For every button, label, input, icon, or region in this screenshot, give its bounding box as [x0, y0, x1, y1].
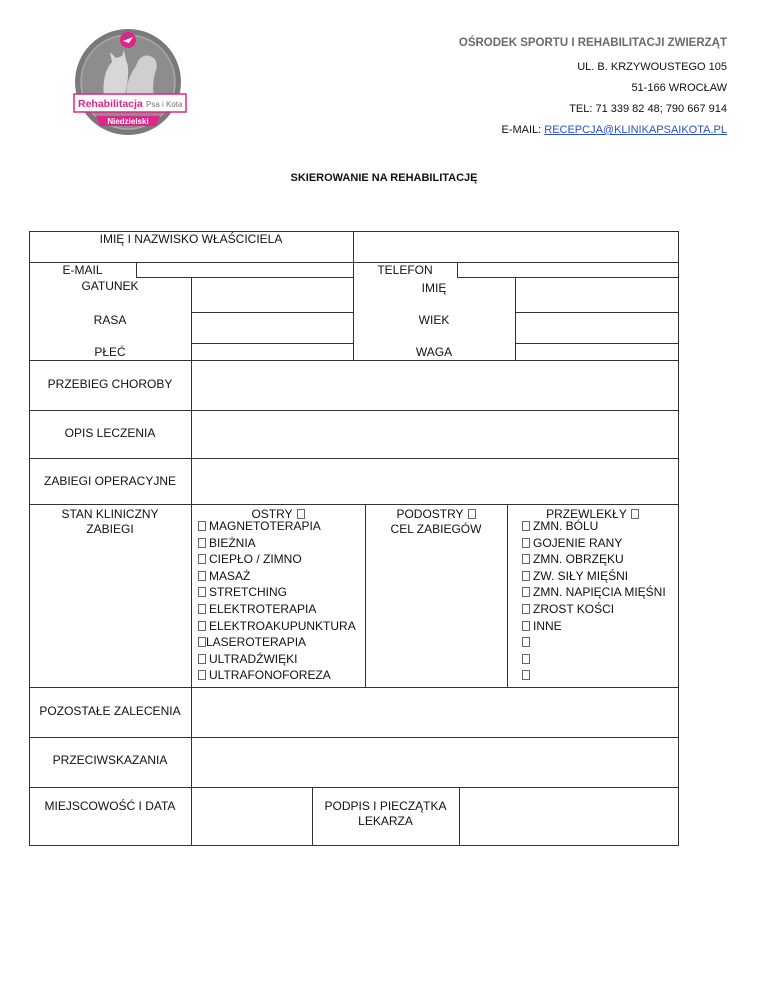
rasa-input[interactable] — [192, 313, 353, 343]
checkbox[interactable] — [522, 621, 530, 631]
plec-input[interactable] — [192, 344, 353, 360]
plec-label: PŁEĆ — [94, 345, 126, 359]
wiek-input[interactable] — [516, 313, 678, 343]
podostry-checkbox[interactable] — [468, 509, 476, 519]
zabiegi-label: ZABIEGI — [86, 522, 134, 536]
checkbox[interactable] — [198, 654, 206, 664]
org-name: OŚRODEK SPORTU I REHABILITACJI ZWIERZĄT — [458, 37, 727, 49]
waga-label: WAGA — [415, 345, 453, 359]
checkbox[interactable] — [198, 538, 206, 548]
cel-label: CEL ZABIEGÓW — [390, 522, 482, 536]
zabiegi-op-label: ZABIEGI OPERACYJNE — [43, 474, 177, 488]
treatment-item[interactable]: MASAŻ — [198, 568, 356, 585]
logo-ribbon-text: Niedzielski — [107, 117, 149, 126]
org-phone: TEL: 71 339 82 48; 790 667 914 — [569, 103, 727, 115]
goal-item[interactable]: GOJENIE RANY — [522, 535, 666, 552]
org-email-line — [501, 123, 727, 137]
goal-item[interactable] — [522, 634, 666, 651]
goal-item[interactable]: ZMN. BÓLU — [522, 518, 666, 535]
podpis-input[interactable] — [460, 788, 678, 845]
rasa-label: RASA — [93, 313, 127, 327]
goals-list — [522, 518, 666, 684]
checkbox[interactable] — [522, 670, 530, 680]
goal-item[interactable] — [522, 651, 666, 668]
gatunek-label: GATUNEK — [81, 279, 139, 293]
checkbox[interactable] — [198, 604, 206, 614]
przewlekly-label: PRZEWLEKŁY — [546, 507, 627, 521]
miejsc-input[interactable] — [192, 788, 312, 845]
email-field-label: E-MAIL — [62, 263, 103, 277]
treatment-item[interactable]: CIEPŁO / ZIMNO — [198, 551, 356, 568]
checkbox[interactable] — [522, 587, 530, 597]
owner-name-field[interactable] — [354, 232, 678, 262]
pozostale-input[interactable] — [192, 688, 678, 737]
imie-label: IMIĘ — [421, 281, 447, 295]
treatment-item[interactable]: ELEKTROTERAPIA — [198, 601, 356, 618]
goal-item[interactable]: ZW. SIŁY MIĘŚNI — [522, 568, 666, 585]
miejsc-label: MIEJSCOWOŚĆ I DATA — [44, 799, 176, 813]
stan-label: STAN KLINICZNY — [61, 507, 159, 521]
wiek-label: WIEK — [418, 313, 450, 327]
checkbox[interactable] — [198, 554, 206, 564]
treatment-item[interactable]: ULTRADŹWIĘKI — [198, 651, 356, 668]
przeciw-input[interactable] — [192, 738, 678, 787]
phone-input[interactable] — [458, 263, 678, 277]
document-title: SKIEROWANIE NA REHABILITACJĘ — [290, 172, 478, 184]
treatment-item[interactable]: LASEROTERAPIA — [198, 634, 356, 651]
email-label: E-MAIL: — [501, 124, 545, 136]
logo-text-small: Psa i Kota — [146, 100, 183, 109]
clinic-logo — [66, 26, 192, 138]
email-input[interactable] — [137, 263, 353, 277]
checkbox[interactable] — [522, 637, 530, 647]
zabiegi-op-input[interactable] — [192, 459, 678, 504]
checkbox[interactable] — [198, 587, 206, 597]
checkbox[interactable] — [198, 571, 206, 581]
przebieg-input[interactable] — [192, 361, 678, 410]
logo-text-main: Rehabilitacja — [78, 98, 143, 110]
waga-input[interactable] — [516, 344, 678, 360]
org-city: 51-166 WROCŁAW — [631, 82, 727, 94]
checkbox[interactable] — [522, 538, 530, 548]
checkbox[interactable] — [198, 637, 206, 647]
owner-label: IMIĘ I NAZWISKO WŁAŚCICIELA — [99, 232, 283, 246]
email-link[interactable]: RECEPCJA@KLINIKAPSAIKOTA.PL — [544, 124, 727, 136]
checkbox[interactable] — [522, 604, 530, 614]
checkbox[interactable] — [198, 621, 206, 631]
goal-item[interactable]: ZMN. NAPIĘCIA MIĘŚNI — [522, 584, 666, 601]
checkbox[interactable] — [522, 571, 530, 581]
imie-input[interactable] — [516, 278, 678, 312]
checkbox[interactable] — [522, 654, 530, 664]
treatment-item[interactable]: BIEŻNIA — [198, 535, 356, 552]
treatment-item[interactable]: ELEKTROAKUPUNKTURA — [198, 618, 356, 635]
przeciw-label: PRZECIWSKAZANIA — [52, 753, 168, 767]
treatment-item[interactable]: ULTRAFONOFOREZA — [198, 667, 356, 684]
goal-item[interactable]: ZROST KOŚCI — [522, 601, 666, 618]
goal-item[interactable]: ZMN. OBRZĘKU — [522, 551, 666, 568]
goal-item[interactable] — [522, 667, 666, 684]
org-street: UL. B. KRZYWOUSTEGO 105 — [577, 61, 727, 73]
checkbox[interactable] — [522, 521, 530, 531]
checkbox[interactable] — [198, 670, 206, 680]
pozostale-label: POZOSTAŁE ZALECENIA — [39, 704, 181, 718]
podostry-label: PODOSTRY — [396, 507, 464, 521]
opis-input[interactable] — [192, 411, 678, 458]
treatment-item[interactable]: STRETCHING — [198, 584, 356, 601]
checkbox[interactable] — [198, 521, 206, 531]
podostry-option[interactable] — [365, 507, 507, 521]
gatunek-input[interactable] — [192, 278, 353, 312]
goal-item[interactable]: INNE — [522, 618, 666, 635]
telefon-label: TELEFON — [377, 263, 433, 277]
checkbox[interactable] — [522, 554, 530, 564]
ostry-label: OSTRY — [251, 507, 293, 521]
przebieg-label: PRZEBIEG CHOROBY — [47, 377, 173, 391]
treatments-list — [198, 518, 356, 684]
opis-label: OPIS LECZENIA — [64, 426, 156, 440]
treatment-item[interactable]: MAGNETOTERAPIA — [198, 518, 356, 535]
podpis-label: PODPIS I PIECZĄTKA LEKARZA — [324, 799, 447, 828]
